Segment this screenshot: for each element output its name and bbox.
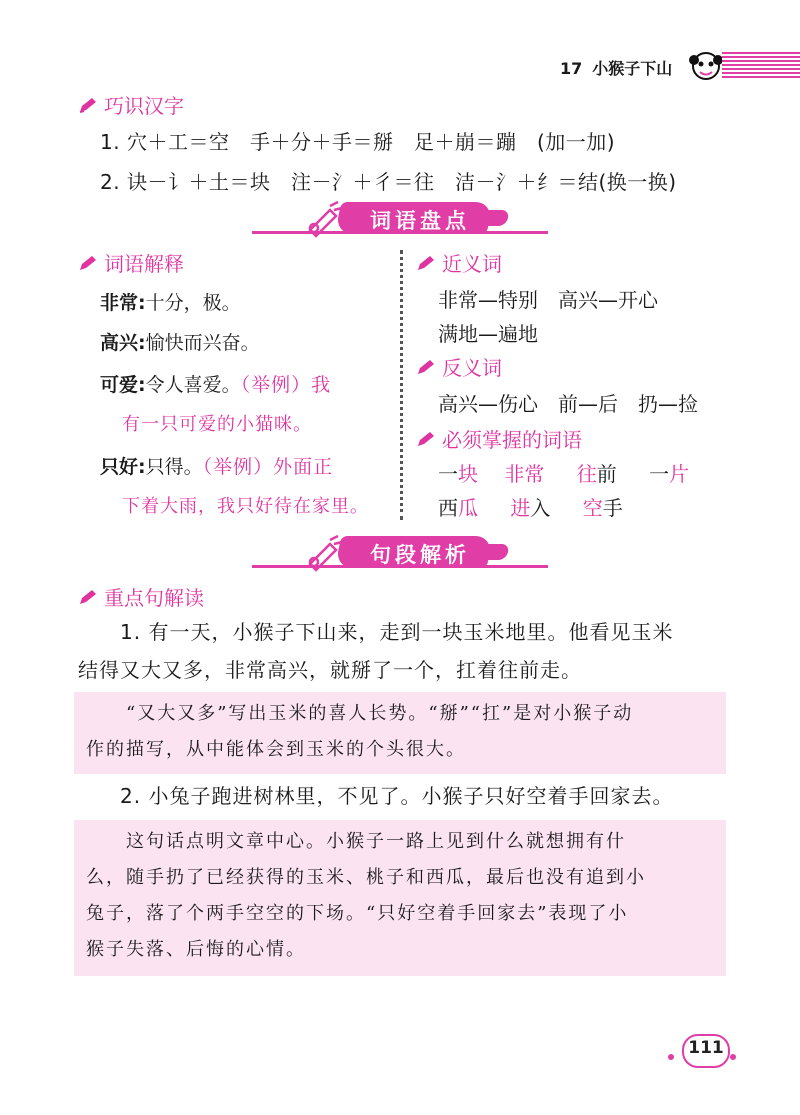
must-words-heading-text: 必须掌握的词语: [442, 428, 582, 452]
sentence-banner: [252, 534, 548, 574]
term-word: 高兴: [100, 332, 139, 354]
clever-chars-heading: [78, 90, 184, 119]
note-2-line-2: 么，随手扔了已经获得的玉米、桃子和西瓜，最后也没有追到小: [86, 867, 646, 888]
lesson-header: [560, 56, 672, 79]
lesson-number: 17: [560, 59, 583, 78]
synonyms-line-2: 满地—遍地: [438, 322, 538, 346]
note-2-line-1: 这句话点明文章中心。小猴子一路上见到什么就想拥有什: [126, 831, 626, 852]
vocab-banner: [252, 200, 548, 240]
term-sep: :: [138, 332, 146, 354]
sentence-banner-title: 句段解析: [370, 543, 470, 567]
note-box-1: [74, 692, 726, 774]
vocab-banner-title: 词语盘点: [370, 209, 470, 233]
sentence-1-line-1: 1. 有一天，小猴子下山来，走到一块玉米地里。他看见玉米: [120, 620, 674, 644]
term-row: [100, 328, 260, 355]
synonyms-line-1: 非常—特别 高兴—开心: [438, 288, 658, 312]
pencil-icon: [78, 96, 98, 114]
pencil-icon: [416, 254, 436, 272]
term-word: 可爱: [100, 374, 139, 396]
synonyms-heading: [416, 248, 502, 277]
term-example-cont: 下着大雨，我只好待在家里。: [122, 496, 369, 517]
note-1-line-1: “又大又多”写出玉米的喜人长势。“掰”“扛”是对小猴子动: [126, 703, 634, 724]
clever-chars-heading-text: 巧识汉字: [104, 94, 184, 118]
antonyms-heading-text: 反义词: [442, 356, 502, 380]
clever-chars-line-1: 1. 穴＋工＝空 手＋分＋手＝掰 足＋崩＝蹦 (加一加): [100, 130, 616, 154]
key-sentence-heading-text: 重点句解读: [104, 586, 204, 610]
pencil-icon: [78, 254, 98, 272]
must-word: 空手: [582, 496, 623, 520]
column-divider: [400, 250, 403, 520]
note-2-line-3: 兔子，落了个两手空空的下场。“只好空着手回家去”表现了小: [86, 903, 629, 924]
term-example: （举例）我: [240, 374, 332, 396]
pencil-icon: [78, 588, 98, 606]
antonyms-heading: [416, 352, 502, 381]
page-number: 111: [688, 1038, 724, 1058]
must-word: 一块: [438, 462, 478, 486]
note-box-2: [74, 820, 726, 976]
term-row: [100, 288, 241, 315]
term-sep: :: [138, 456, 146, 478]
must-words-row-2: [438, 492, 623, 521]
explain-heading: [78, 248, 184, 277]
term-row: [100, 452, 333, 479]
must-word: 进入: [510, 496, 551, 520]
term-def: 令人喜爱。: [145, 374, 241, 396]
explain-heading-text: 词语解释: [104, 252, 184, 276]
note-2-line-4: 猴子失落、后悔的心情。: [86, 939, 306, 960]
pencil-icon: [416, 430, 436, 448]
synonyms-heading-text: 近义词: [442, 252, 502, 276]
term-sep: :: [138, 374, 146, 396]
monkey-icon: [686, 46, 726, 82]
must-word: 非常: [504, 462, 545, 486]
must-words-row-1: [438, 458, 689, 487]
must-words-heading: [416, 424, 582, 453]
term-def: 愉快而兴奋。: [145, 332, 260, 354]
sentence-2: 2. 小兔子跑进树林里，不见了。小猴子只好空着手回家去。: [120, 784, 674, 808]
note-1-line-2: 作的描写，从中能体会到玉米的个头很大。: [86, 739, 466, 760]
term-sep: :: [138, 292, 146, 314]
must-word: 往前: [576, 462, 617, 486]
term-example: （举例）外面正: [202, 456, 334, 478]
term-row: [100, 370, 331, 397]
header-stripes: [722, 52, 800, 80]
term-def: 只得。: [145, 456, 203, 478]
term-def: 十分，极。: [145, 292, 241, 314]
page-number-badge: [668, 1034, 738, 1068]
must-word: 西瓜: [438, 496, 478, 520]
term-word: 只好: [100, 456, 139, 478]
term-word: 非常: [100, 292, 139, 314]
antonyms-line: 高兴—伤心 前—后 扔—捡: [438, 392, 698, 416]
must-word: 一片: [649, 462, 690, 486]
clever-chars-line-2: 2. 诀－讠＋土＝块 注－氵＋彳＝往 洁－氵＋纟＝结(换一换): [100, 170, 677, 194]
lesson-title: 小猴子下山: [592, 59, 673, 78]
sentence-1-line-2: 结得又大又多，非常高兴，就掰了一个，扛着往前走。: [78, 658, 582, 682]
key-sentence-heading: [78, 582, 204, 611]
term-example-cont: 有一只可爱的小猫咪。: [122, 414, 312, 435]
pencil-icon: [416, 358, 436, 376]
